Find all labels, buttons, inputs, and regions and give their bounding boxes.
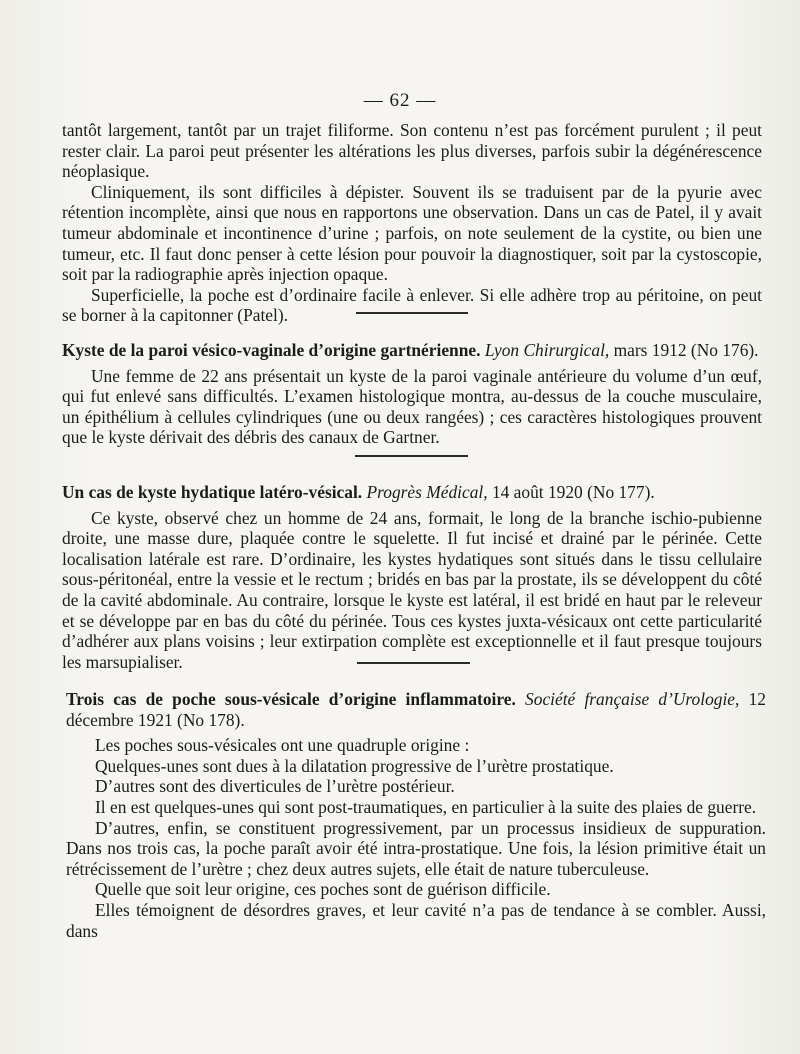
section-1-source: Lyon Chirurgical, [484, 340, 610, 360]
section-3 [66, 689, 766, 941]
section-2-title: Un cas de kyste hydatique latéro-vésical. [62, 482, 363, 502]
section-1-title: Kyste de la paroi vésico-vaginale d’origine gartnérienne. [62, 340, 481, 360]
page-number: — 62 — [363, 90, 437, 111]
section-3-paragraph: D’autres, enfin, se constituent progressivement, par un processus insidieux de suppuration. Dans nos trois cas, la poche paraît avoir été intra-prostatique. Une fois, la lésion primitive était un rétrécissement de l’urètre ; chez deux autres sujets, elle était de nature tuberculeuse. [66, 817, 766, 879]
section-3-paragraph: D’autres sont des diverticules de l’urètre postérieur. [95, 776, 455, 797]
intro-paragraph-2: Cliniquement, ils sont difficiles à dépister. Souvent ils se traduisent par de la pyurie avec rétention incomplète, ainsi que nous en rapportons une observation. Dans un cas de Patel, il y avait tumeur abdominale et incontinence d’urine ; parfois, on note seulement de la cystite, ou bien une tumeur, etc. Il faut donc penser à cette lésion pour pouvoir la diagnostiquer, soit par la cystoscopie, soit par la radiographie après injection opaque. [62, 181, 762, 285]
intro-block [62, 120, 762, 326]
section-3-paragraph: Quelle que soit leur origine, ces poches sont de guérison difficile. [95, 879, 551, 900]
section-3-paragraph: Il en est quelques-unes qui sont post-traumatiques, en particulier à la suite des plaies de guerre. [95, 796, 757, 817]
section-divider-1 [356, 312, 468, 314]
section-3-heading [66, 689, 766, 730]
section-divider-2 [355, 455, 468, 457]
section-3-paragraph: Quelques-unes sont dues à la dilatation progressive de l’urètre prostatique. [95, 755, 614, 776]
section-2-body: Ce kyste, observé chez un homme de 24 ans, formait, le long de la branche ischio-pubienne droite, une masse dure, plaquée contre le squelette. Il fut incisé et drainé par le périnée. Cette localisation latérale est rare. D’ordinaire, les kystes hydatiques sont situés dans le tissu cellulaire sous-péritonéal, entre la vessie et le rectum ; bridés en bas par la prostate, ils se développent du côté de la cavité abdominale. Au contraire, lorsque le kyste est latéral, il est bridé en haut par le releveur et se développe par en bas du côté du périnée. Tous ces kystes juxta-vésicaux ont cette particularité d’adhérer aux plans voisins ; leur extirpation complète est exceptionnelle et il faut presque toujours les marsupialiser. [62, 507, 762, 672]
section-1-reference: mars 1912 (No 176). [609, 340, 759, 360]
section-2 [62, 482, 762, 672]
section-1-heading [62, 340, 762, 361]
section-2-source: Progrès Médical, [366, 482, 488, 502]
section-3-source: Société française d’Urologie, [525, 689, 740, 709]
section-3-paragraph: Les poches sous-vésicales ont une quadruple origine : [95, 735, 470, 756]
section-2-heading [62, 482, 762, 503]
section-3-paragraph: Elles témoignent de désordres graves, et leur cavité n’a pas de tendance à se combler. Aussi, dans [66, 899, 766, 941]
section-1-body: Une femme de 22 ans présentait un kyste de la paroi vaginale antérieure du volume d’un œuf, qui fut enlevé sans difficultés. L’examen histologique montra, au-dessus de la couche musculaire, un épithélium à cellules cylindriques (une ou deux rangées) ; ces caractères histologiques prouvent que le kyste dérivait des débris des canaux de Gartner. [62, 365, 762, 448]
section-2-reference: 14 août 1920 (No 177). [487, 482, 655, 502]
section-divider-3 [357, 662, 470, 664]
intro-paragraph-1: tantôt largement, tantôt par un trajet filiforme. Son contenu n’est pas forcément purulent ; il peut rester clair. La paroi peut présenter les altérations les plus diverses, parfois subir la dégénérescence néoplasique. [62, 120, 762, 182]
intro-paragraph-3: Superficielle, la poche est d’ordinaire facile à enlever. Si elle adhère trop au péritoine, on peut se borner à la capitonner (Patel). [62, 284, 762, 326]
section-3-reference: 12 décembre 1921 (No 178). [66, 689, 766, 730]
section-3-title: Trois cas de poche sous-vésicale d’origine inflammatoire. [66, 689, 516, 709]
section-1 [62, 340, 762, 448]
